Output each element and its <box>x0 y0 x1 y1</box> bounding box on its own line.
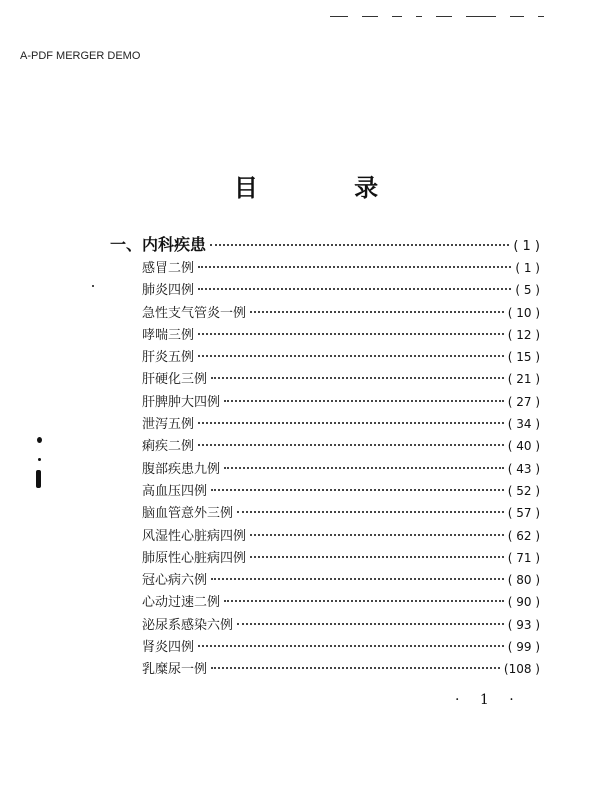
dot-leader <box>224 600 504 602</box>
dot-leader <box>211 377 504 379</box>
toc-section[interactable] <box>110 232 540 257</box>
dot-leader <box>198 333 504 335</box>
toc-entry[interactable] <box>110 302 540 324</box>
dot-leader <box>250 534 504 536</box>
toc-entry-label: 泌尿系感染六例 <box>142 617 234 633</box>
toc-entry-label: 急性支气管炎一例 <box>142 305 247 321</box>
dot-leader <box>198 266 511 268</box>
toc-entry[interactable] <box>110 658 540 680</box>
table-of-contents <box>110 232 540 681</box>
toc-entry-label: 心动过速二例 <box>142 595 221 611</box>
toc-entry[interactable] <box>110 257 540 279</box>
toc-entry-label: 腹部疾患九例 <box>142 461 221 477</box>
toc-entry-page: ( 10 ) <box>507 305 540 320</box>
dot-leader <box>198 355 504 357</box>
toc-entry-page: (108 ) <box>503 662 540 677</box>
toc-entry-label: 肝硬化三例 <box>142 372 208 388</box>
toc-entry[interactable] <box>110 391 540 413</box>
toc-entry-label: 肺炎四例 <box>142 283 195 299</box>
toc-entry-page: ( 62 ) <box>507 528 540 543</box>
toc-section-page: ( 1 ) <box>513 239 540 254</box>
toc-entry-page: ( 34 ) <box>507 417 540 432</box>
toc-entry-label: 脑血管意外三例 <box>142 506 234 522</box>
toc-entry[interactable] <box>110 346 540 368</box>
dot-leader <box>250 311 504 313</box>
toc-entry-label: 高血压四例 <box>142 483 208 499</box>
toc-entry[interactable] <box>110 435 540 457</box>
toc-entry-page: ( 80 ) <box>507 573 540 588</box>
dot-leader <box>211 489 504 491</box>
scan-speck <box>36 470 41 488</box>
dot-leader <box>211 578 504 580</box>
toc-entry-page: ( 90 ) <box>507 595 540 610</box>
scan-artifact-dashes <box>330 10 590 22</box>
toc-entry-label: 痢疾二例 <box>142 439 195 455</box>
toc-entry-label: 冠心病六例 <box>142 573 208 589</box>
scan-speck <box>38 458 41 461</box>
dot-leader <box>210 244 509 246</box>
dot-leader <box>224 400 504 402</box>
page-title: 目 录 <box>233 174 423 202</box>
toc-entry-label: 肺原性心脏病四例 <box>142 550 247 566</box>
toc-entry-page: ( 27 ) <box>507 394 540 409</box>
toc-entry-page: ( 5 ) <box>515 283 540 298</box>
toc-entry-label: 肝炎五例 <box>142 350 195 366</box>
dot-leader <box>198 288 511 290</box>
watermark: A-PDF MERGER DEMO <box>20 50 141 62</box>
toc-entry-page: ( 43 ) <box>507 461 540 476</box>
toc-entry[interactable] <box>110 368 540 390</box>
toc-entry-page: ( 57 ) <box>507 506 540 521</box>
toc-entry[interactable] <box>110 413 540 435</box>
toc-entry[interactable] <box>110 636 540 658</box>
toc-entry-label: 肝脾肿大四例 <box>142 394 221 410</box>
toc-entry-label: 肾炎四例 <box>142 640 195 656</box>
toc-entry-label: 风湿性心脏病四例 <box>142 528 247 544</box>
toc-entry[interactable] <box>110 569 540 591</box>
toc-entry[interactable] <box>110 591 540 613</box>
page-number: · 1 · <box>455 692 522 708</box>
toc-section-label: 一、内科疾患 <box>110 235 207 254</box>
toc-entry-page: ( 99 ) <box>507 640 540 655</box>
toc-entry[interactable] <box>110 324 540 346</box>
toc-entry-page: ( 93 ) <box>507 617 540 632</box>
toc-entry[interactable] <box>110 279 540 301</box>
toc-entry-page: ( 1 ) <box>515 261 540 275</box>
toc-entry-page: ( 52 ) <box>507 483 540 498</box>
dot-leader <box>224 467 504 469</box>
scan-speck <box>92 285 94 287</box>
dot-leader <box>198 444 504 446</box>
toc-entry-page: ( 21 ) <box>507 372 540 387</box>
toc-entry-page: ( 15 ) <box>507 350 540 365</box>
toc-entry[interactable] <box>110 480 540 502</box>
toc-entry-label: 感冒二例 <box>142 261 195 276</box>
dot-leader <box>237 623 504 625</box>
dot-leader <box>237 511 504 513</box>
toc-entry-page: ( 12 ) <box>507 327 540 342</box>
toc-entry[interactable] <box>110 502 540 524</box>
toc-entry[interactable] <box>110 547 540 569</box>
toc-entry[interactable] <box>110 458 540 480</box>
toc-entry-label: 泄泻五例 <box>142 417 195 433</box>
toc-entry[interactable] <box>110 525 540 547</box>
toc-entry-label: 哮喘三例 <box>142 327 195 343</box>
toc-entry-page: ( 40 ) <box>507 439 540 454</box>
toc-entry-page: ( 71 ) <box>507 550 540 565</box>
toc-entry-label: 乳糜尿一例 <box>142 662 208 678</box>
dot-leader <box>198 422 504 424</box>
dot-leader <box>211 667 500 669</box>
toc-entry[interactable] <box>110 614 540 636</box>
scan-speck <box>37 437 42 443</box>
dot-leader <box>198 645 504 647</box>
dot-leader <box>250 556 504 558</box>
